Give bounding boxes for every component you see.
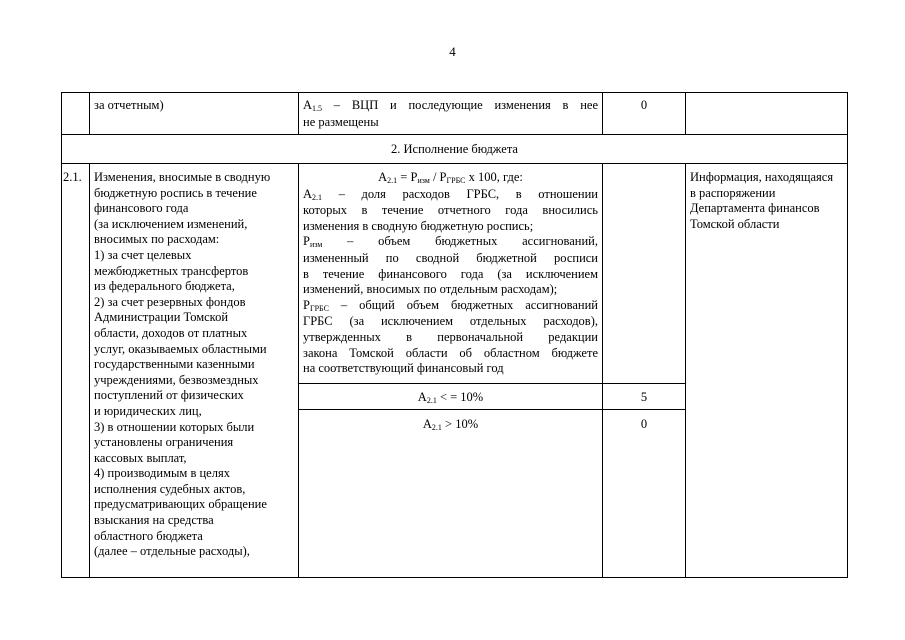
page-number: 4 bbox=[449, 44, 456, 59]
def-pgrbs-line: закона Томской области об областном бюджете bbox=[303, 345, 598, 360]
description-line: взыскания на средства bbox=[94, 513, 214, 528]
description-line: (далее – отдельные расходы), bbox=[94, 544, 250, 559]
col-divider bbox=[89, 92, 90, 135]
def-a-line1: $А_{2.1}$ – доля расходов ГРБС, в отношении bbox=[303, 186, 598, 202]
source-line: в распоряжении bbox=[690, 185, 776, 200]
prev-row-formula: $А_{1.5}$ – ВЦП и последующие изменения в нее не размещены bbox=[303, 98, 598, 129]
formula-block bbox=[303, 170, 598, 377]
criterion-1: $А_{2.1}$ < = 10% bbox=[417, 390, 484, 405]
description-line: (за исключением изменений, bbox=[94, 216, 248, 231]
description-line: установлены ограничения bbox=[94, 435, 234, 450]
description-line: бюджетную роспись в течение bbox=[94, 185, 257, 200]
description-line: и юридических лиц, bbox=[94, 403, 202, 418]
description-line: учреждениями, безвозмездных bbox=[94, 372, 259, 387]
description-line: исполнения судебных актов, bbox=[94, 481, 246, 496]
description-line: областного бюджета bbox=[94, 528, 203, 543]
def-a-line: изменения в сводную бюджетную роспись; bbox=[303, 218, 534, 233]
def-a-line: которых в течение отчетного года вносились bbox=[303, 203, 598, 218]
description-line: финансового года bbox=[94, 201, 189, 216]
table-border-right bbox=[847, 92, 848, 578]
description-line: из федерального бюджета, bbox=[94, 279, 235, 294]
row-divider bbox=[298, 409, 685, 410]
information-source bbox=[690, 170, 845, 232]
col-divider bbox=[685, 163, 686, 578]
description-line: 1) за счет целевых bbox=[94, 247, 192, 262]
def-pgrbs-line: ГРБС (за исключением отдельных расходов), bbox=[303, 314, 598, 329]
prev-formula-line1: $А_{1.5}$ – ВЦП и последующие изменения в нее bbox=[303, 98, 598, 113]
def-pizm-line: измененный по сводной бюджетной росписи bbox=[303, 250, 598, 265]
description-line: поступлений от физических bbox=[94, 388, 244, 403]
row-divider bbox=[298, 383, 685, 384]
description-line: области, доходов от платных bbox=[94, 325, 248, 340]
formula-title: $А_{2.1} = Р_{изм} / Р_{ГРБС}$ х 100, где: bbox=[378, 170, 523, 185]
prev-row-description: за отчетным) bbox=[94, 98, 164, 112]
description-line: услуг, оказываемых областными bbox=[94, 341, 267, 356]
description-line: 2) за счет резервных фондов bbox=[94, 294, 246, 309]
def-pgrbs-line1: $Р_{ГРБС}$ – общий объем бюджетных ассигнований bbox=[303, 297, 598, 313]
table-border-bottom bbox=[61, 577, 848, 578]
col-divider bbox=[298, 92, 299, 135]
def-pizm-line: в течение финансового года (за исключением bbox=[303, 266, 598, 281]
description-line: вносимых по расходам: bbox=[94, 232, 220, 247]
description-line: Изменения, вносимые в сводную bbox=[94, 170, 271, 184]
col-divider bbox=[89, 163, 90, 578]
col-divider bbox=[602, 163, 603, 578]
criterion-1-score: 5 bbox=[640, 390, 648, 404]
description-line: 3) в отношении которых были bbox=[94, 419, 255, 434]
def-pizm-line1: $Р_{изм}$ – объем бюджетных ассигнований, bbox=[303, 234, 598, 250]
description-line: кассовых выплат, bbox=[94, 450, 187, 465]
description-line: государственными казенными bbox=[94, 357, 255, 372]
def-pizm-line: изменений, вносимых по отдельным расходам); bbox=[303, 282, 558, 297]
table-border-top bbox=[61, 92, 848, 93]
table-border-left bbox=[61, 92, 62, 578]
col-divider bbox=[298, 163, 299, 578]
description-line: Администрации Томской bbox=[94, 310, 229, 325]
row-divider bbox=[61, 134, 848, 135]
col-divider bbox=[685, 92, 686, 135]
source-line: Томской области bbox=[690, 216, 780, 231]
row-number: 2.1. bbox=[63, 170, 82, 184]
source-line: Департамента финансов bbox=[690, 201, 820, 216]
criterion-2-score: 0 bbox=[640, 417, 648, 431]
description-line: предусматривающих обращение bbox=[94, 497, 267, 512]
section-title: 2. Исполнение бюджета bbox=[391, 142, 518, 156]
prev-row-score: 0 bbox=[640, 98, 648, 112]
indicator-description bbox=[94, 170, 296, 560]
description-line: межбюджетных трансфертов bbox=[94, 263, 249, 278]
row-divider bbox=[61, 163, 848, 164]
def-pgrbs-line: утвержденных в первоначальной редакции bbox=[303, 329, 598, 344]
def-pgrbs-line: на соответствующий финансовый год bbox=[303, 361, 504, 376]
description-line: 4) производимым в целях bbox=[94, 466, 230, 481]
source-line: Информация, находящаяся bbox=[690, 170, 834, 184]
criterion-2: $А_{2.1} > 10\%$ bbox=[422, 417, 479, 432]
